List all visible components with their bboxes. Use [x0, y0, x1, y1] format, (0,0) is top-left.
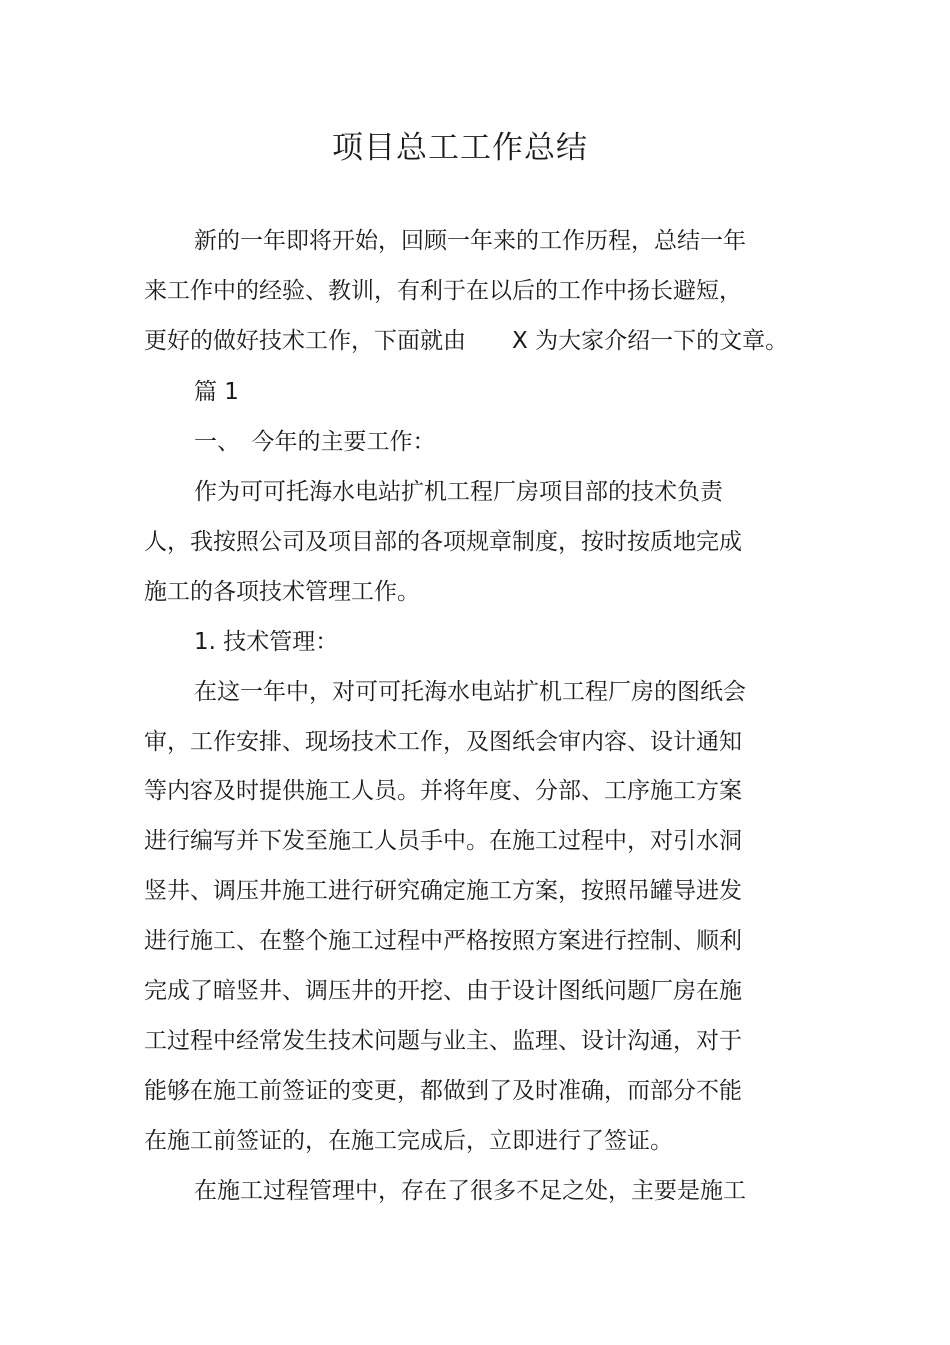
paragraph-line: 等内容及时提供施工人员。并将年度、分部、工序施工方案	[144, 778, 742, 804]
paragraph-line: 在施工过程管理中，存在了很多不足之处，主要是施工	[194, 1178, 746, 1204]
paragraph-line: 来工作中的经验、教训，有利于在以后的工作中扬长避短，	[144, 278, 742, 304]
document-title: 项目总工工作总结	[332, 130, 588, 166]
section-heading: 1. 技术管理：	[194, 629, 339, 655]
paragraph-line: 进行编写并下发至施工人员手中。在施工过程中，对引水洞	[144, 828, 742, 854]
paragraph-line: 新的一年即将开始，回顾一年来的工作历程，总结一年	[194, 228, 746, 254]
section-heading: 一、 今年的主要工作：	[194, 429, 436, 455]
paragraph-line: 能够在施工前签证的变更，都做到了及时准确，而部分不能	[144, 1078, 742, 1104]
paragraph-line: 更好的做好技术工作，下面就由 X 为大家介绍一下的文章。	[144, 328, 789, 354]
paragraph-line: 竖井、调压井施工进行研究确定施工方案，按照吊罐导进发	[144, 878, 742, 904]
paragraph-line: 在施工前签证的，在施工完成后，立即进行了签证。	[144, 1128, 673, 1154]
section-heading: 篇 1	[194, 379, 239, 405]
paragraph-line: 审，工作安排、现场技术工作，及图纸会审内容、设计通知	[144, 729, 742, 755]
paragraph-line: 进行施工、在整个施工过程中严格按照方案进行控制、顺利	[144, 928, 742, 954]
paragraph-line: 施工的各项技术管理工作。	[144, 579, 420, 605]
paragraph-line: 完成了暗竖井、调压井的开挖、由于设计图纸问题厂房在施	[144, 978, 742, 1004]
paragraph-line: 工过程中经常发生技术问题与业主、监理、设计沟通，对于	[144, 1028, 742, 1054]
paragraph-line: 作为可可托海水电站扩机工程厂房项目部的技术负责	[194, 479, 723, 505]
paragraph-line: 人，我按照公司及项目部的各项规章制度，按时按质地完成	[144, 529, 742, 555]
paragraph-line: 在这一年中，对可可托海水电站扩机工程厂房的图纸会	[194, 679, 746, 705]
